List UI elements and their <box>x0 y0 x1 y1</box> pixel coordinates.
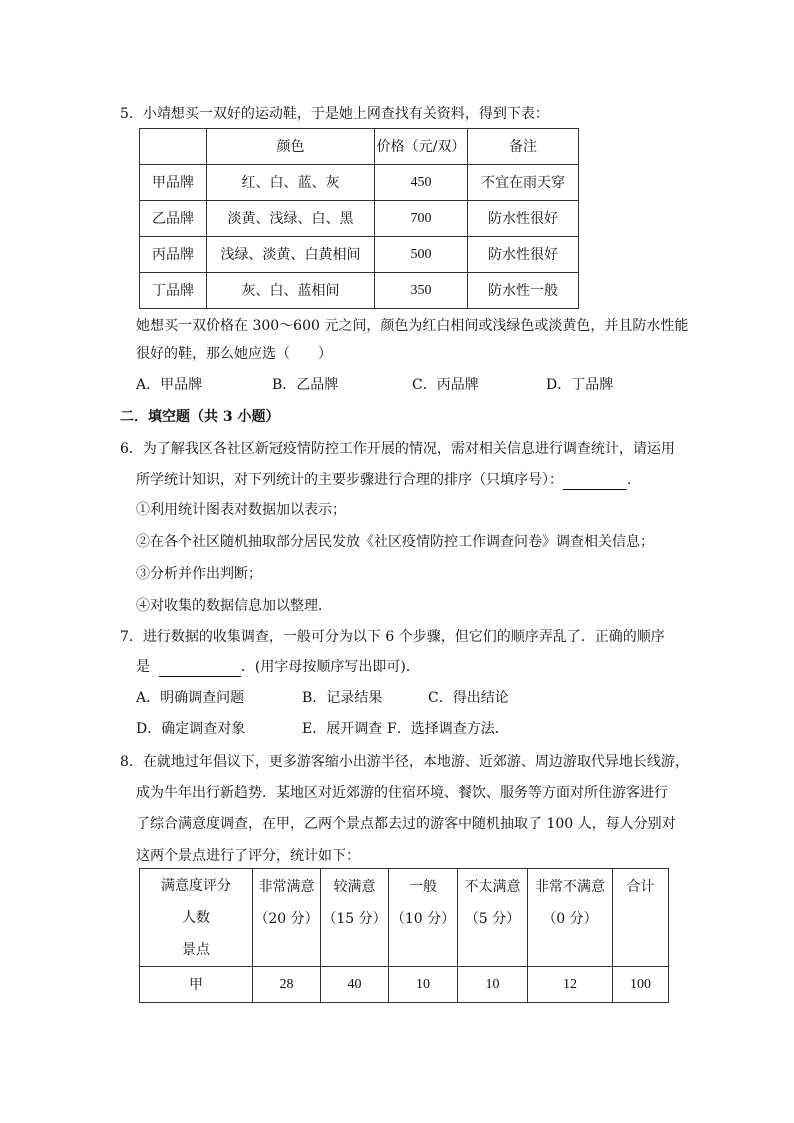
q8-cell: 40 <box>321 967 389 1003</box>
q5-option-d: D．丁品牌 <box>546 377 614 393</box>
q5-cell: 乙品牌 <box>140 201 207 237</box>
q5-cell: 淡黄、浅绿、白、黑 <box>207 201 375 237</box>
q8-cell: 甲 <box>140 967 253 1003</box>
q6-item-3: ③分析并作出判断； <box>136 566 262 582</box>
q7-line1: 7．进行数据的收集调查，一般可分为以下 6 个步骤，但它们的顺序弄乱了．正确的顺序 <box>120 629 665 645</box>
q8-header-label: 非常不满意 <box>535 879 605 895</box>
q6-line2-end: ． <box>627 472 641 488</box>
q8-corner-label: 满意度评分 <box>161 877 231 894</box>
q7-option-f: F．选择调查方法． <box>387 721 509 737</box>
q5-header-cell <box>140 129 207 165</box>
q8-corner-label: 景点 <box>182 941 210 958</box>
q5-table-header-row <box>140 129 579 165</box>
table-row <box>140 273 579 309</box>
q5-cell: 甲品牌 <box>140 165 207 201</box>
q7-line2-end: ．(用字母按顺序写出即可)． <box>240 659 420 675</box>
q5-cell: 防水性很好 <box>468 201 579 237</box>
q5-option-c: C．丙品牌 <box>412 377 479 393</box>
table-row <box>140 165 579 201</box>
q7-option-d: D．确定调查对象 <box>136 721 246 737</box>
q5-header-cell: 颜色 <box>207 129 375 165</box>
q8-header-label: 不太满意 <box>464 879 521 895</box>
q8-header-cell <box>389 869 458 967</box>
q8-cell: 10 <box>389 967 458 1003</box>
q8-header-label: 较满意 <box>333 879 376 895</box>
q5-cell: 450 <box>375 165 468 201</box>
q5-cell: 700 <box>375 201 468 237</box>
q5-header-cell: 价格（元/双） <box>375 129 468 165</box>
q8-header-cell <box>253 869 321 967</box>
q8-header-score: （10 分） <box>390 911 456 927</box>
q5-cell: 灰、白、蓝相间 <box>207 273 375 309</box>
section-title: 二．填空题（共 3 小题） <box>120 409 280 425</box>
q5-cell: 丁品牌 <box>140 273 207 309</box>
q8-header-label: 一般 <box>409 879 437 895</box>
q5-header-cell: 备注 <box>468 129 579 165</box>
q8-header-cell <box>613 869 669 967</box>
q5-cell: 丙品牌 <box>140 237 207 273</box>
q5-cell: 不宜在雨天穿 <box>468 165 579 201</box>
q5-option-b: B．乙品牌 <box>272 377 339 393</box>
q5-desc-line2: 很好的鞋，那么她应选（ ） <box>136 346 332 362</box>
q7-line2-start: 是 <box>136 659 150 675</box>
q7-option-c: C．得出结论 <box>428 690 509 706</box>
q6-line2 <box>136 470 641 490</box>
q8-cell: 100 <box>613 967 669 1003</box>
q8-cell: 10 <box>458 967 528 1003</box>
q8-table-header-row <box>140 869 669 967</box>
q6-item-4: ④对收集的数据信息加以整理． <box>136 598 332 614</box>
table-row <box>140 201 579 237</box>
q6-item-2: ②在各个社区随机抽取部分居民发放《社区疫情防控工作调查问卷》调查相关信息； <box>136 534 654 550</box>
q6-item-1: ①利用统计图表对数据加以表示； <box>136 502 346 518</box>
q8-header-score: （15 分） <box>322 911 387 927</box>
q7-answer-blank[interactable] <box>159 660 241 677</box>
q5-cell: 防水性一般 <box>468 273 579 309</box>
q7-option-e: E．展开调查 <box>302 721 383 737</box>
q8-header-cell <box>458 869 528 967</box>
q7-option-a: A．明确调查问题 <box>136 690 245 706</box>
q5-cell: 浅绿、淡黄、白黄相间 <box>207 237 375 273</box>
q5-desc-line1: 她想买一双价格在 300～600 元之间，颜色为红白相间或浅绿色或淡黄色，并且防水性能 <box>136 318 689 334</box>
q8-header-cell <box>528 869 613 967</box>
q8-line3: 了综合满意度调查，在甲，乙两个景点都去过的游客中随机抽取了 100 人，每人分别对 <box>136 816 676 832</box>
q8-table <box>139 868 669 1003</box>
q8-line4: 这两个景点进行了评分，统计如下： <box>136 848 360 864</box>
q5-cell: 防水性很好 <box>468 237 579 273</box>
q8-line2: 成为牛年出行新趋势．某地区对近郊游的住宿环境、餐饮、服务等方面对所住游客进行 <box>136 785 668 801</box>
q5-cell: 红、白、蓝、灰 <box>207 165 375 201</box>
q8-cell: 28 <box>253 967 321 1003</box>
q5-table <box>139 128 579 309</box>
q8-header-score: （20 分） <box>254 911 319 927</box>
q8-corner-cell <box>140 869 253 967</box>
q8-header-cell <box>321 869 389 967</box>
q8-header-score: （0 分） <box>542 911 598 927</box>
q6-answer-blank[interactable] <box>563 473 627 490</box>
q8-cell: 12 <box>528 967 613 1003</box>
q8-header-label: 非常满意 <box>258 879 315 895</box>
q7-line2 <box>136 657 420 677</box>
q6-line2-text: 所学统计知识，对下列统计的主要步骤进行合理的排序（只填序号）： <box>136 472 563 488</box>
q6-line1: 6．为了解我区各社区新冠疫情防控工作开展的情况，需对相关信息进行调查统计，请运用 <box>120 441 675 457</box>
q5-cell: 350 <box>375 273 468 309</box>
q7-option-b: B．记录结果 <box>302 690 383 706</box>
q8-corner-label: 人数 <box>182 909 210 926</box>
q5-option-a: A．甲品牌 <box>136 377 203 393</box>
q5-cell: 500 <box>375 237 468 273</box>
q8-header-label: 合计 <box>626 879 655 895</box>
q5-stem: 5．小靖想买一双好的运动鞋，于是她上网查找有关资料，得到下表： <box>120 106 549 122</box>
table-row <box>140 967 669 1003</box>
q8-header-score: （5 分） <box>464 911 521 927</box>
table-row <box>140 237 579 273</box>
q8-line1: 8．在就地过年倡议下，更多游客缩小出游半径，本地游、近郊游、周边游取代异地长线游， <box>120 754 689 770</box>
